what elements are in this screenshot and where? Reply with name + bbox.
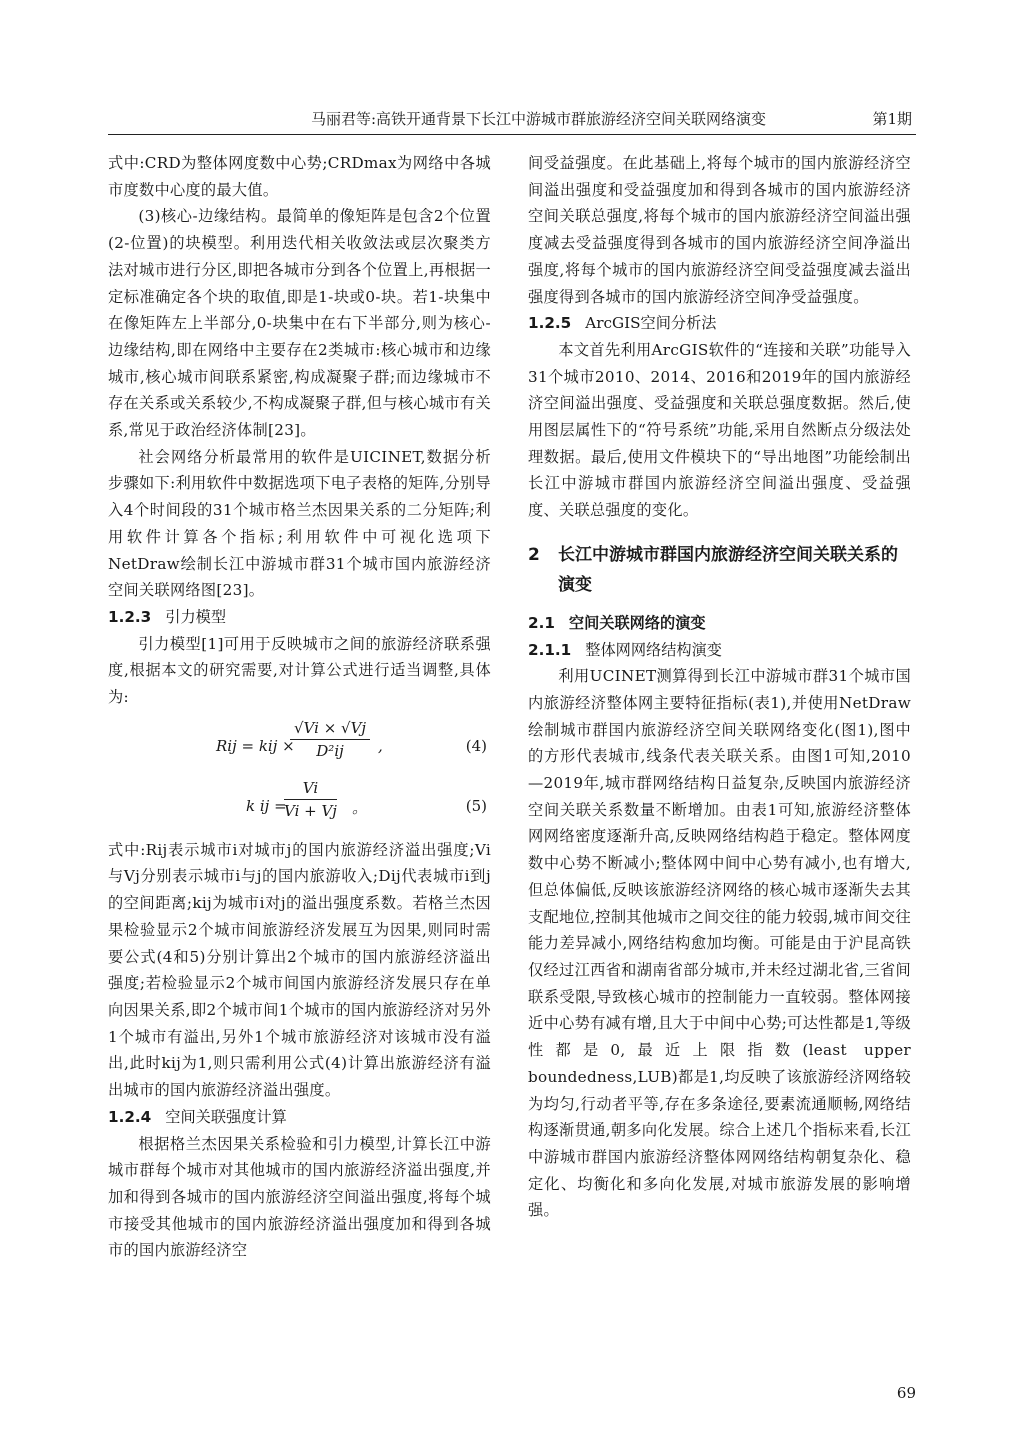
- subsection-heading: [528, 637, 911, 664]
- formula-denominator: Vi + Vj: [284, 801, 337, 820]
- section-title: 整体网网络结构演变: [585, 640, 722, 659]
- right-column: [528, 150, 911, 1224]
- equation-number: (5): [465, 796, 487, 815]
- paragraph: (3)核心-边缘结构。最简单的像矩阵是包含2个位置(2-位置)的块模型。利用迭代相关收敛法或层次聚类方法对城市进行分区,即把各城市分到各个位置上,再根据一定标准确定各个块的取值,即是1-块或0-块。若1-块集中在像矩阵左上半部分,0-块集中在右下半部分,则为核心-边缘结构,即在网络中主要存在2类城市:核心城市和边缘城市,核心城市间联系紧密,构成凝聚子群;而边缘城市不存在关系或关系较少,不构成凝聚子群,但与核心城市有关系,常见于政治经济体制[23]。: [108, 207, 491, 440]
- paragraph: 式中:Rij表示城市i对城市j的国内旅游经济溢出强度;Vi与Vj分别表示城市i与j的国内旅游收入;Dij代表城市i到j的空间距离;kij为城市i对j的溢出强度系数。若格兰杰因果检验显示2个城市间旅游经济发展互为因果,则同时需要公式(4和5)分别计算出2个城市的国内旅游经济溢出强度;若检验显示2个城市间国内旅游经济发展只存在单向因果关系,即2个城市间1个城市的国内旅游经济对另外1个城市有溢出,另外1个城市旅游经济对该城市没有溢出,此时kij为1,则只需利用公式(4)计算出旅游经济有溢出城市的国内旅游经济溢出强度。: [108, 840, 491, 1100]
- section-title: 空间关联网络的演变: [568, 613, 706, 632]
- running-title: 马丽君等:高铁开通背景下长江中游城市群旅游经济空间关联网络演变: [310, 110, 766, 128]
- formula-tail: 。: [352, 798, 368, 817]
- chapter-heading: [528, 540, 911, 600]
- paragraph: 间受益强度。在此基础上,将每个城市的国内旅游经济空间溢出强度和受益强度加和得到各城市的国内旅游经济空间关联总强度,将每个城市的国内旅游经济空间溢出强度减去受益强度得到各城市的国内旅游经济空间净溢出强度,将每个城市的国内旅游经济空间受益强度减去溢出强度得到各城市的国内旅游经济空间净受益强度。: [528, 154, 911, 306]
- paragraph: 式中:CRD为整体网度数中心势;CRDmax为网络中各城市度数中心度的最大值。: [108, 154, 491, 199]
- formula-numerator: Vi: [284, 779, 337, 800]
- paragraph: 引力模型[1]可用于反映城市之间的旅游经济联系强度,根据本文的研究需要,对计算公式进行适当调整,具体为:: [108, 634, 491, 707]
- chapter-number: 2: [528, 544, 540, 565]
- formula-numerator: √Vi × √Vj: [290, 719, 370, 740]
- paragraph: 本文首先利用ArcGIS软件的“连接和关联”功能导入31个城市2010、2014、2016和2019年的国内旅游经济空间溢出强度、受益强度和关联总强度数据。然后,使用图层属性下的“符号系统”功能,采用自然断点分级法处理数据。最后,使用文件模块下的“导出地图”功能绘制出长江中游城市群国内旅游经济空间溢出强度、受益强度、关联总强度的变化。: [528, 340, 911, 520]
- section-title: ArcGIS空间分析法: [585, 314, 717, 333]
- left-column: [108, 150, 491, 1264]
- section-title: 引力模型: [165, 607, 226, 626]
- section-heading: [108, 1104, 491, 1131]
- formula-denominator: D²ij: [316, 741, 344, 760]
- formula-lhs: Rij = kij ×: [216, 736, 295, 755]
- formula-tail: ,: [378, 736, 383, 755]
- section-heading: [108, 604, 491, 631]
- formula-lhs: k ij =: [246, 796, 287, 815]
- running-header: [108, 104, 916, 135]
- issue-label: 第1期: [872, 110, 912, 128]
- formula-5: [108, 779, 491, 837]
- formula-4: [108, 719, 491, 779]
- paragraph: 根据格兰杰因果关系检验和引力模型,计算长江中游城市群每个城市对其他城市的国内旅游经济溢出强度,并加和得到各城市的国内旅游经济空间溢出强度,将每个城市接受其他城市的国内旅游经济溢出强度加和得到各城市的国内旅游经济空: [108, 1134, 491, 1260]
- chapter-title: 长江中游城市群国内旅游经济空间关联关系的演变: [558, 544, 898, 595]
- section-heading: [528, 310, 911, 337]
- section-number: 2.1.1: [528, 640, 572, 659]
- equation-number: (4): [465, 736, 487, 755]
- section-number: 2.1: [528, 613, 555, 632]
- section-heading: [528, 610, 911, 637]
- section-number: 1.2.4: [108, 1107, 152, 1126]
- paragraph: 社会网络分析最常用的软件是UICINET,数据分析步骤如下:利用软件中数据选项下电子表格的矩阵,分别导入4个时间段的31个城市格兰杰因果关系的二分矩阵;利用软件计算各个指标;利用软件中可视化选项下NetDraw绘制长江中游城市群31个城市国内旅游经济空间关联网络图[23]。: [108, 447, 491, 600]
- formula-fraction: [290, 719, 370, 760]
- section-number: 1.2.3: [108, 607, 152, 626]
- formula-fraction: [284, 779, 337, 820]
- paragraph: 利用UCINET测算得到长江中游城市群31个城市国内旅游经济整体网主要特征指标(表1),并使用NetDraw绘制城市群国内旅游经济空间关联网络变化(图1),图中的方形代表城市,线条代表关联关系。由图1可知,2010—2019年,城市群网络结构日益复杂,反映国内旅游经济空间关联关系数量不断增加。由表1可知,旅游经济整体网网络密度逐渐升高,反映网络结构趋于稳定。整体网度数中心势不断减小;整体网中间中心势有减小,也有增大,但总体偏低,反映该旅游经济网络的核心城市逐渐失去其支配地位,控制其他城市之间交往的能力较弱,城市间交往能力差异减小,网络结构愈加均衡。可能是由于沪昆高铁仅经过江西省和湖南省部分城市,并未经过湖北省,三省间联系受限,导致核心城市的控制能力一直较弱。整体网接近中心势有减有增,且大于中间中心势;可达性都是1,等级性都是0,最近上限指数(least upper boundedness,LUB)都是1,均反映了该旅游经济网络较为均匀,行动者平等,存在多条途径,要素流通顺畅,网络结构逐渐贯通,朝多向化发展。综合上述几个指标来看,长江中游城市群国内旅游经济整体网网络结构朝复杂化、稳定化、均衡化和多向化发展,对城市旅游发展的影响增强。: [528, 667, 911, 1220]
- page-number: 69: [896, 1384, 916, 1402]
- section-title: 空间关联强度计算: [165, 1107, 287, 1126]
- section-number: 1.2.5: [528, 314, 572, 333]
